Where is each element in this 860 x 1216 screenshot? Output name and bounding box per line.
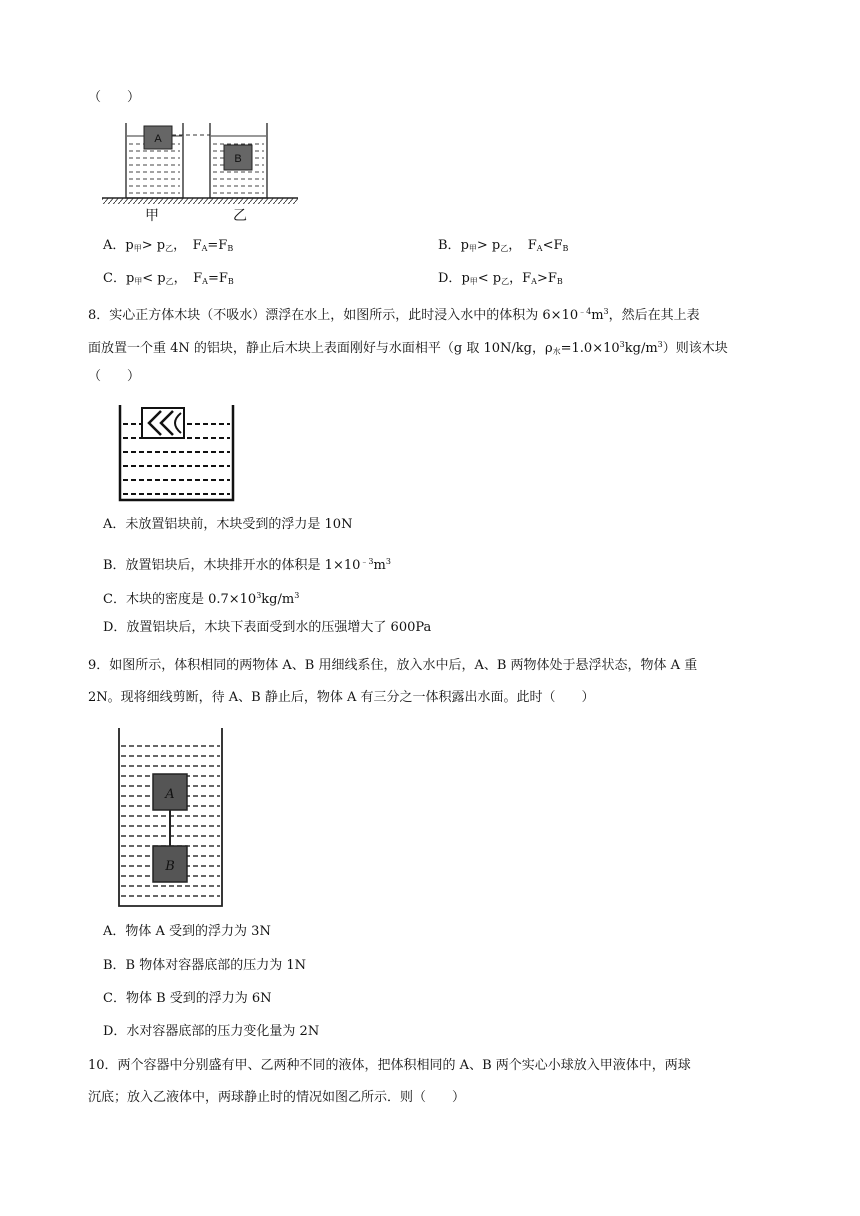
q9-stem-line2: 2N。现将细线剪断，待 A、B 静止后，物体 A 有三分之一体积露出水面。此时（ ） (88, 690, 595, 705)
q9-block-a (153, 774, 187, 810)
q10-stem-line2: 沉底；放入乙液体中，两球静止时的情况如图乙所示．则（ ） (88, 1090, 466, 1105)
q9-stem-line1: 9．如图所示，体积相同的两物体 A、B 用细线系住，放入水中后，A、B 两物体处于悬浮状态，物体 A 重 (88, 658, 698, 673)
container-jia (126, 123, 183, 198)
q7-option-b: B．$p_甲> p_乙$， $F_A<F_B$ (438, 238, 569, 253)
q7-option-d: D．$p_甲< p_乙$，$F_A>F_B$ (438, 271, 563, 286)
q7-paren: （ ） (88, 90, 141, 105)
q9-block-b (153, 846, 187, 882)
q9-block-a-label: A (165, 787, 175, 802)
wood-block (142, 408, 184, 438)
q7-label-yi: 乙 (233, 208, 247, 224)
q8-figure (115, 402, 240, 502)
q7-block-a-label: A (154, 133, 162, 145)
q9-block-b-label: B (165, 859, 175, 874)
q8-option-c: C．木块的密度是 $0.7\times 10^3kg/m^3$ (103, 591, 300, 607)
q7-label-jia: 甲 (145, 208, 159, 224)
container-yi (210, 123, 267, 198)
q8-option-d: D．放置铝块后，木块下表面受到水的压强增大了 600Pa (103, 620, 432, 635)
q8-stem-line1: 8．实心正方体木块（不吸水）漂浮在水上，如图所示，此时浸入水中的体积为 $6\times 10^{﹣4}m^3$，然后在其上表 (88, 307, 700, 323)
q9-figure (115, 726, 227, 910)
q9-option-c: C．物体 B 受到的浮力为 6N (103, 991, 272, 1006)
q8-option-a: A．未放置铝块前，木块受到的浮力是 10N (103, 517, 353, 532)
q7-option-a: A．$p_甲> p_乙$， $F_A=F_B$ (103, 238, 234, 253)
q8-option-b: B．放置铝块后，木块排开水的体积是 $1\times 10^{﹣3}m^3$ (103, 557, 391, 573)
q8-stem-line3: （ ） (88, 369, 141, 384)
q9-option-b: B．B 物体对容器底部的压力为 1N (103, 958, 307, 973)
q7-option-c: C．$p_甲< p_乙$， $F_A=F_B$ (103, 271, 234, 286)
q10-stem-line1: 10．两个容器中分别盛有甲、乙两种不同的液体，把体积相同的 A、B 两个实心小球放入甲液体中，两球 (88, 1058, 691, 1073)
q9-option-a: A．物体 A 受到的浮力为 3N (103, 924, 271, 939)
q9-option-d: D．水对容器底部的压力变化量为 2N (103, 1024, 320, 1039)
q7-figure (100, 118, 300, 228)
q7-block-b-label: B (234, 153, 242, 165)
q8-stem-line2: 面放置一个重 4N 的铝块，静止后木块上表面刚好与水面相平（g 取 10N/kg，$\rho_水=1.0\times 10^3kg/m^3$）则该木块 (88, 340, 728, 356)
